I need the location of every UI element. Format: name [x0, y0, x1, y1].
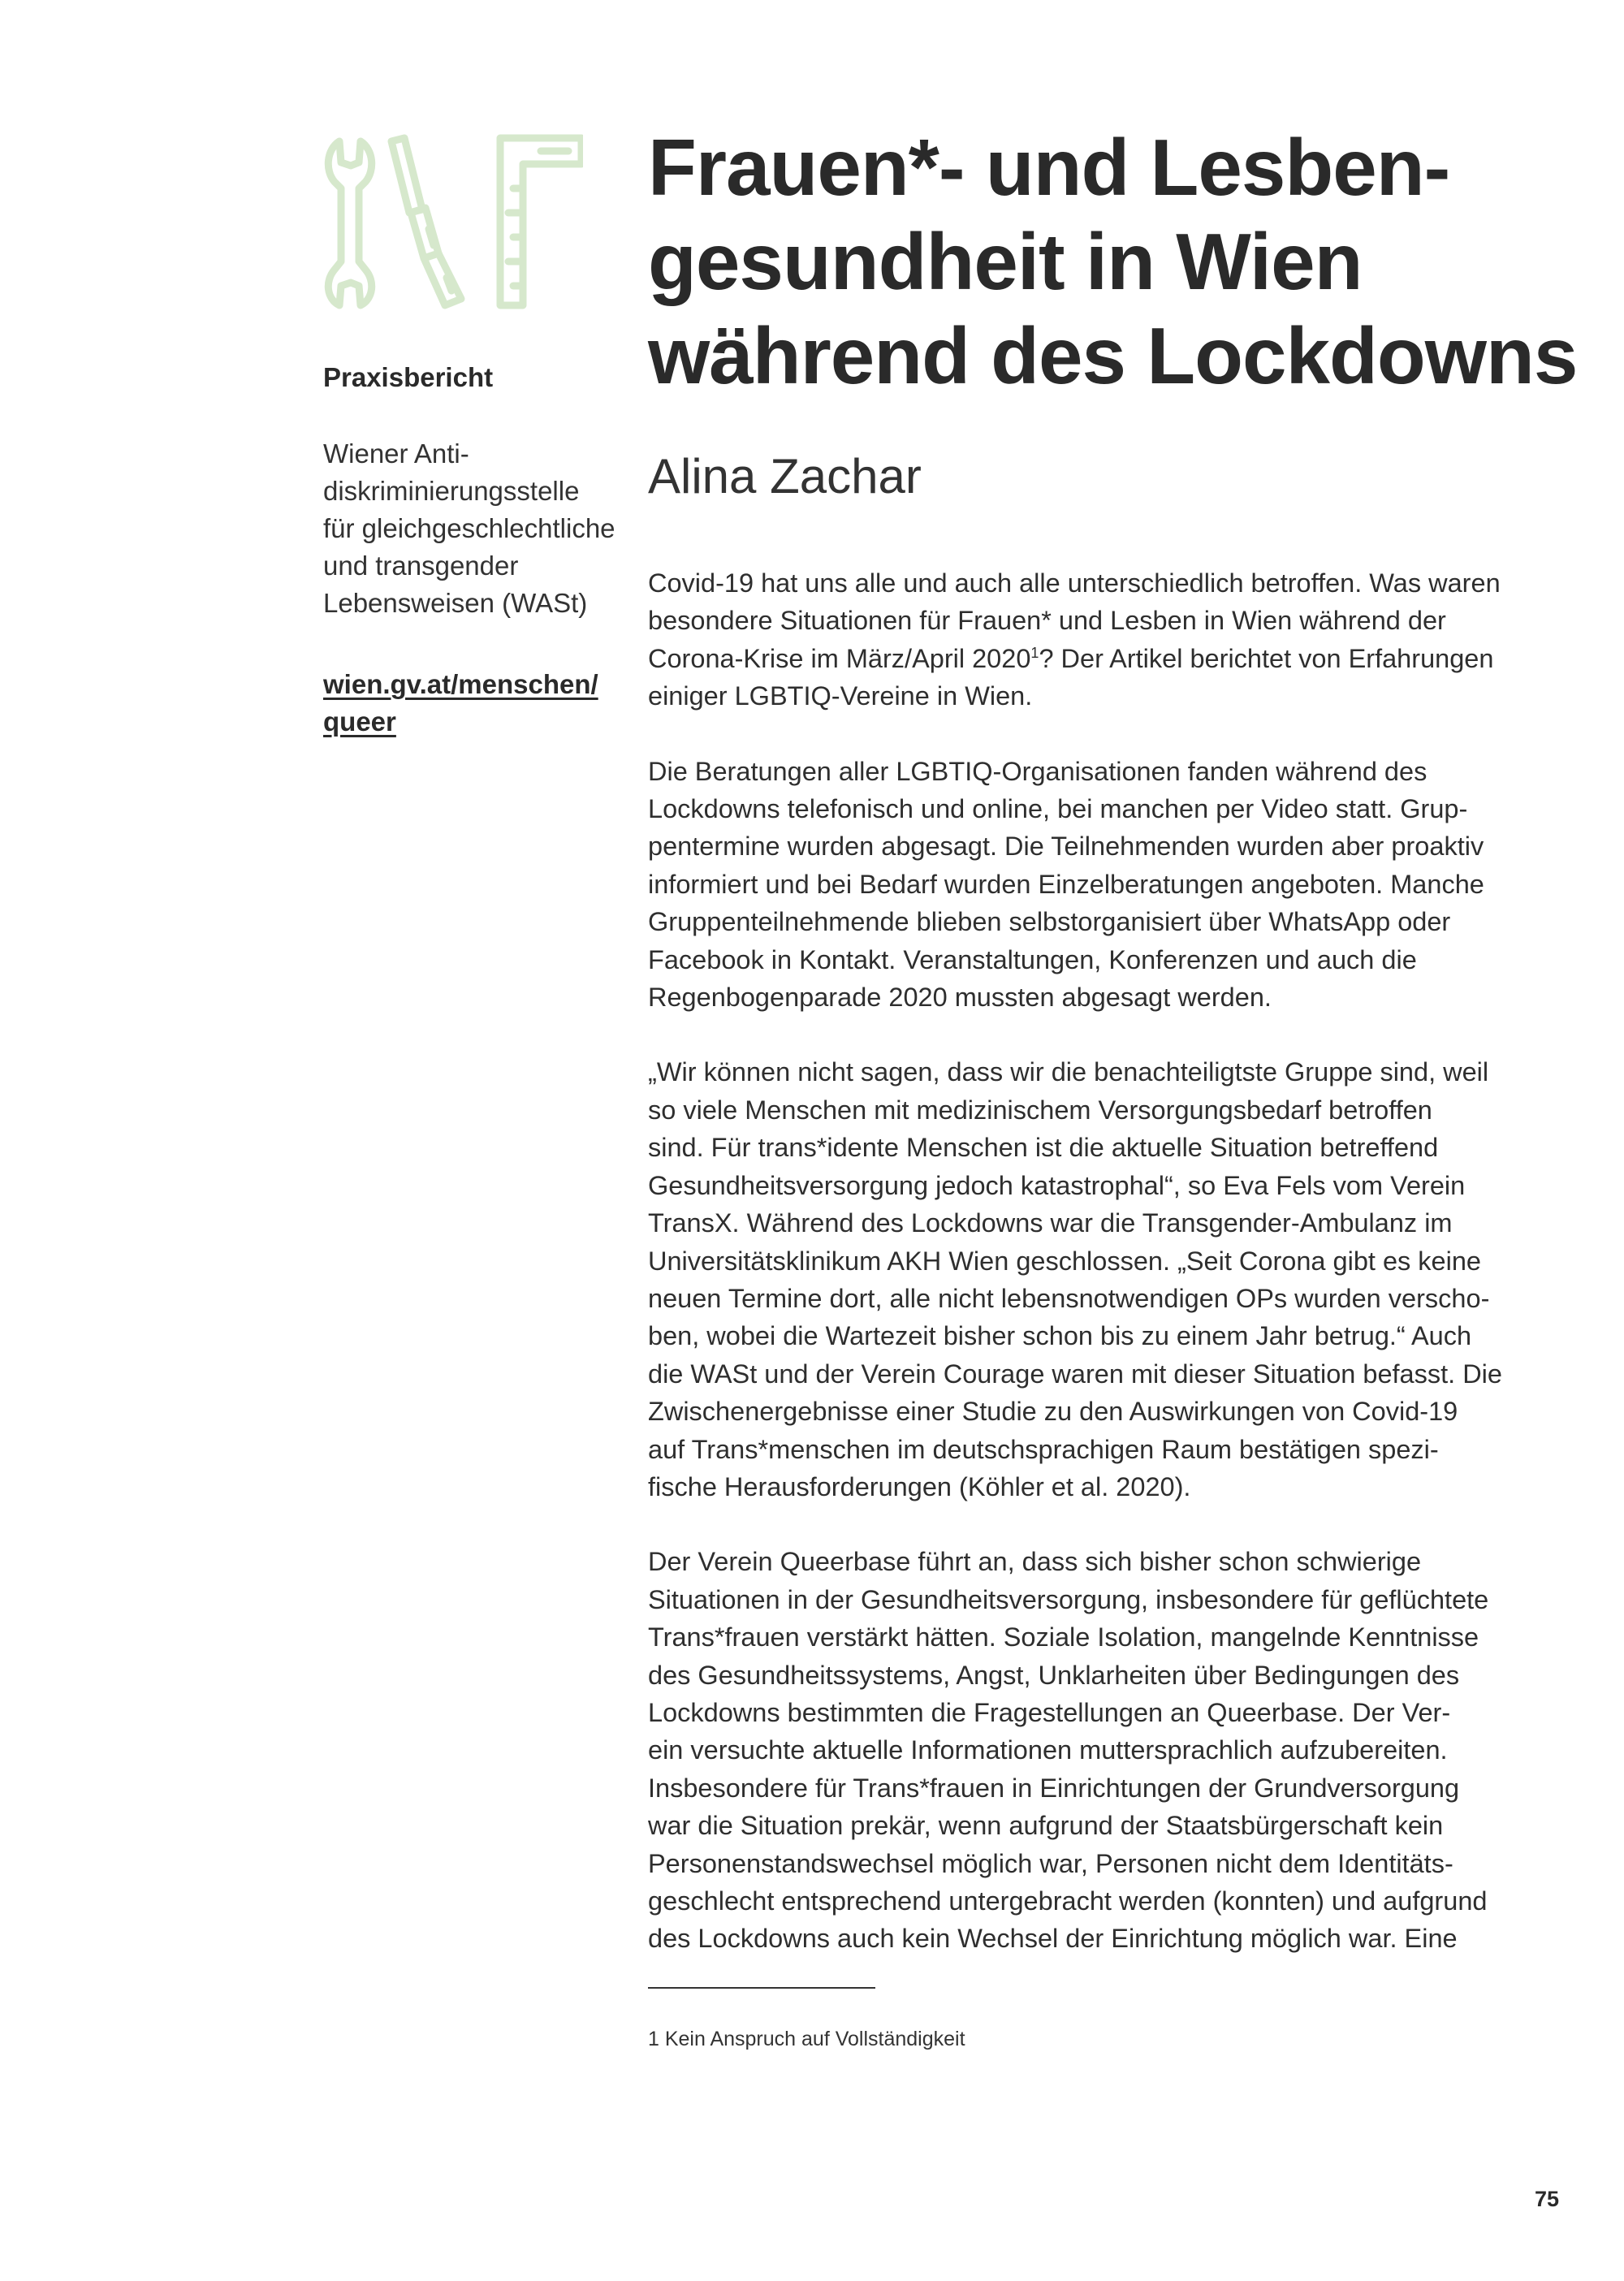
paragraph — [648, 564, 1590, 715]
text-line: einiger LGBTIQ-Vereine in Wien. — [648, 681, 1033, 711]
text-line: auf Trans*menschen im deutschsprachigen Raum bestätigen spezi- — [648, 1434, 1439, 1464]
text-line: neuen Termine dort, alle nicht lebensnotwendigen OPs wurden verscho- — [648, 1283, 1490, 1313]
text-line: ? Der Artikel berichtet von Erfahrungen — [1039, 643, 1494, 673]
page-number: 75 — [1534, 2187, 1559, 2211]
text-line: ein versuchte aktuelle Informationen muttersprachlich aufzubereiten. — [648, 1735, 1448, 1765]
article-title — [648, 120, 1590, 403]
text-line: Der Verein Queerbase führt an, dass sich bisher schon schwierige — [648, 1547, 1422, 1577]
organization-name — [323, 435, 624, 622]
text-line: besondere Situationen für Frauen* und Lesben in Wien während der — [648, 606, 1446, 636]
text-line: Insbesondere für Trans*frauen in Einrichtungen der Grundversorgung — [648, 1773, 1460, 1803]
text-line: informiert und bei Bedarf wurden Einzelberatungen angeboten. Manche — [648, 869, 1484, 899]
text-line: ben, wobei die Wartezeit bisher schon bis zu einem Jahr betrug.“ Auch — [648, 1321, 1472, 1351]
text-line: Situationen in der Gesundheitsversorgung, insbesondere für geflüchtete — [648, 1584, 1489, 1614]
organization-line: Wiener Anti- — [323, 438, 469, 469]
text-line: des Gesundheitssystems, Angst, Unklarheiten über Bedingungen des — [648, 1660, 1460, 1690]
text-line: Gesundheitsversorgung jedoch katastrophal“, so Eva Fels vom Verein — [648, 1170, 1466, 1200]
tools-icon — [323, 132, 583, 310]
organization-line: und transgender — [323, 551, 519, 581]
text-line: des Lockdowns auch kein Wechsel der Einrichtung möglich war. Eine — [648, 1924, 1458, 1954]
text-line: fische Herausforderungen (Köhler et al. 2020). — [648, 1471, 1191, 1501]
paragraph — [648, 753, 1590, 1017]
website-link-line[interactable]: wien.gv.at/menschen/ — [323, 669, 598, 699]
organization-line: diskriminierungsstelle — [323, 476, 580, 506]
text-line: die WASt und der Verein Courage waren mit dieser Situation befasst. Die — [648, 1359, 1502, 1389]
title-line: gesundheit in Wien — [648, 217, 1363, 306]
organization-line: Lebensweisen (WASt) — [323, 588, 588, 618]
text-line: Lockdowns telefonisch und online, bei manchen per Video statt. Grup- — [648, 794, 1468, 824]
text-line: Covid-19 hat uns alle und auch alle unterschiedlich betroffen. Was waren — [648, 568, 1501, 598]
website-link-line[interactable]: queer — [323, 706, 396, 737]
text-line: war die Situation prekär, wenn aufgrund der Staatsbürgerschaft kein — [648, 1811, 1444, 1841]
section-label: Praxisbericht — [323, 362, 494, 392]
organization-line: für gleichgeschlechtliche — [323, 513, 615, 543]
title-line: während des Lockdowns — [648, 311, 1578, 400]
text-line: Personenstandswechsel möglich war, Personen nicht dem Identitäts- — [648, 1848, 1453, 1878]
text-line: geschlecht entsprechend untergebracht werden (konnten) und aufgrund — [648, 1886, 1488, 1916]
article-author: Alina Zachar — [648, 449, 922, 503]
text-line: so viele Menschen mit medizinischem Versorgungsbedarf betroffen — [648, 1095, 1432, 1125]
text-line: Die Beratungen aller LGBTIQ-Organisationen fanden während des — [648, 756, 1427, 786]
text-line: pentermine wurden abgesagt. Die Teilnehmenden wurden aber proaktiv — [648, 832, 1484, 862]
text-line: Lockdowns bestimmten die Fragestellungen an Queerbase. Der Ver- — [648, 1697, 1451, 1727]
text-line: Zwischenergebnisse einer Studie zu den Auswirkungen von Covid-19 — [648, 1397, 1458, 1427]
footnote-ref[interactable]: 1 — [1030, 644, 1039, 661]
text-line: Regenbogenparade 2020 mussten abgesagt werden. — [648, 983, 1272, 1013]
text-line: Facebook in Kontakt. Veranstaltungen, Konferenzen und auch die — [648, 944, 1417, 974]
text-line: Corona-Krise im März/April 2020 — [648, 643, 1031, 673]
text-line: sind. Für trans*idente Menschen ist die aktuelle Situation betreffend — [648, 1133, 1439, 1163]
text-line: Universitätsklinikum AKH Wien geschlossen. „Seit Corona gibt es keine — [648, 1246, 1482, 1276]
article-body — [648, 564, 1590, 1958]
text-line: TransX. Während des Lockdowns war die Transgender-Ambulanz im — [648, 1208, 1453, 1238]
paragraph — [648, 1543, 1590, 1957]
text-line: Gruppenteilnehmende blieben selbstorganisiert über WhatsApp oder — [648, 907, 1451, 937]
text-line: „Wir können nicht sagen, dass wir die benachteiligtste Gruppe sind, weil — [648, 1057, 1489, 1087]
title-line: Frauen*- und Lesben- — [648, 123, 1450, 212]
website-link[interactable] — [323, 666, 624, 741]
text-line: Trans*frauen verstärkt hätten. Soziale Isolation, mangelnde Kenntnisse — [648, 1622, 1479, 1652]
footnote-divider — [648, 1987, 875, 1989]
paragraph — [648, 1053, 1590, 1506]
footnote: 1 Kein Anspruch auf Vollständigkeit — [648, 2028, 965, 2050]
